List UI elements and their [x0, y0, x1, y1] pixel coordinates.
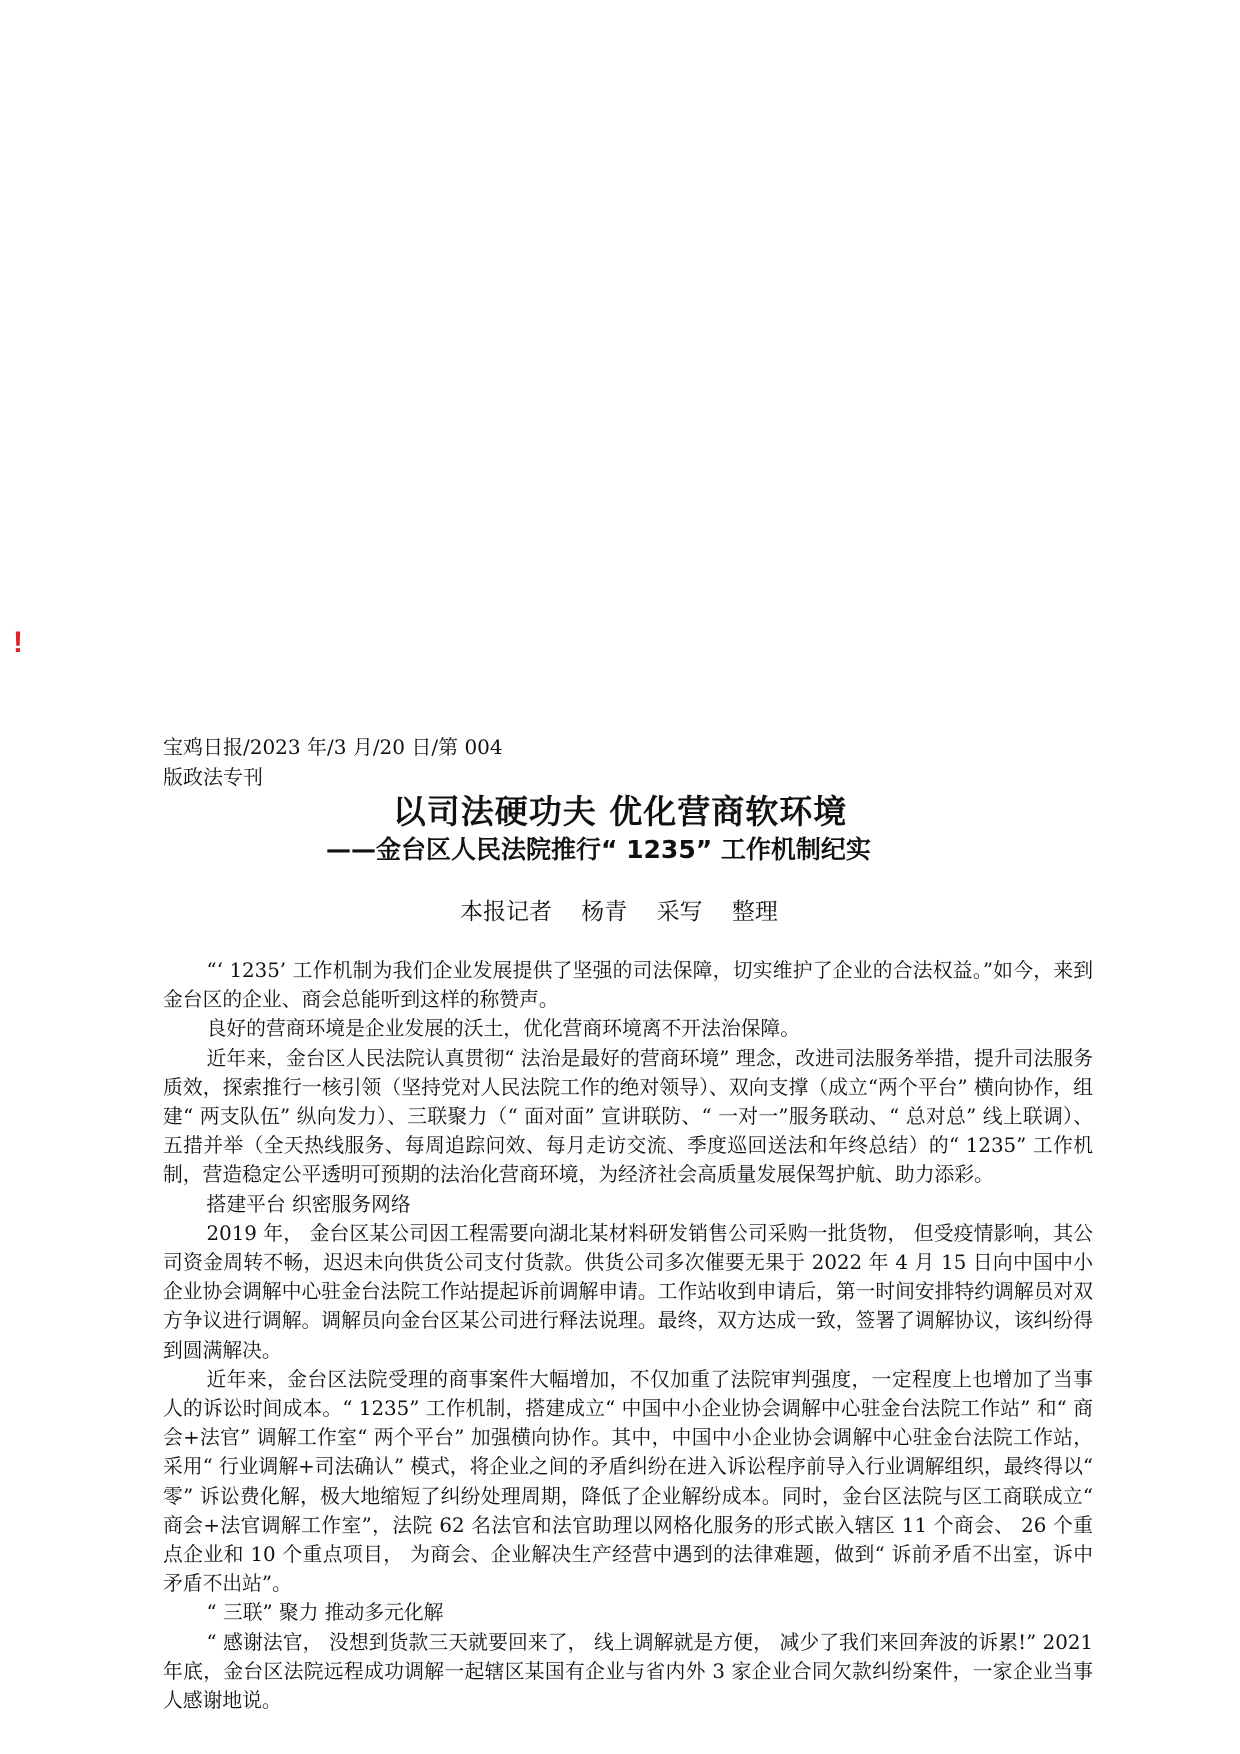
section-heading: 搭建平台 织密服务网络	[206, 1192, 411, 1216]
paragraph: 2019 年， 金台区某公司因工程需要向湖北某材料研发销售公司采购一批货物， 但受疫情影响，其公司资金周转不畅，迟迟未向供货公司支付货款。供货公司多次催要无果于 2022 年 4 月 15 日向中国中小企业协会调解中心驻金台法院工作站提起诉前调解申请。工作站收到申请后，第一时间安排特约调解员对双方争议进行调解。调解员向金台区某公司进行释法说理。最终，双方达成一致，签署了调解协议，该纠纷得到圆满解决。	[163, 1221, 1093, 1362]
source-line-2: 版政法专刊	[163, 765, 263, 789]
source-line	[163, 732, 583, 792]
paragraph: “‘ 1235’ 工作机制为我们企业发展提供了坚强的司法保障，切实维护了企业的合法权益。”如今，来到金台区的企业、商会总能听到这样的称赞声。	[163, 959, 1093, 1012]
source-line-1: 宝鸡日报/2023 年/3 月/20 日/第 004	[163, 735, 503, 759]
section-heading: “ 三联” 聚力 推动多元化解	[206, 1601, 444, 1625]
paragraph: 近年来，金台区人民法院认真贯彻“ 法治是最好的营商环境” 理念，改进司法服务举措，提升司法服务质效，探索推行一核引领（坚持党对人民法院工作的绝对领导）、双向支撑（成立“两个平台” 横向协作，组建“ 两支队伍” 纵向发力）、三联聚力（“ 面对面” 宣讲联防、“ 一对一”服务联动、“ 总对总” 线上联调）、五措并举（全天热线服务、每周追踪问效、每月走访交流、季度巡回送法和年终总结）的“ 1235” 工作机制，营造稳定公平透明可预期的法治化营商环境，为经济社会高质量发展保驾护航、助力添彩。	[163, 1046, 1093, 1187]
article-subtitle: ——金台区人民法院推行“ 1235” 工作机制纪实	[326, 835, 871, 864]
red-exclamation-mark: !	[13, 626, 23, 659]
article-body	[163, 956, 1093, 1715]
paragraph: 近年来，金台区法院受理的商事案件大幅增加，不仅加重了法院审判强度，一定程度上也增加了当事人的诉讼时间成本。“ 1235” 工作机制，搭建成立“ 中国中小企业协会调解中心驻金台法院工作站” 和“ 商会+法官” 调解工作室“ 两个平台” 加强横向协作。其中，中国中小企业协会调解中心驻金台法院工作站，采用“ 行业调解+司法确认” 模式，将企业之间的矛盾纠纷在进入诉讼程序前导入行业调解组织，最终得以“ 零” 诉讼费化解，极大地缩短了纠纷处理周期，降低了企业解纷成本。同时，金台区法院与区工商联成立“ 商会+法官调解工作室”，法院 62 名法官和法官助理以网格化服务的形式嵌入辖区 11 个商会、 26 个重点企业和 10 个重点项目， 为商会、企业解决生产经营中遇到的法律难题，做到“ 诉前矛盾不出室，诉中矛盾不出站”。	[163, 1367, 1093, 1596]
paragraph: “ 感谢法官， 没想到货款三天就要回来了， 线上调解就是方便， 减少了我们来回奔波的诉累!” 2021 年底，金台区法院远程成功调解一起辖区某国有企业与省内外 3 家企业合同欠款纠纷案件，一家企业当事人感谢地说。	[163, 1630, 1093, 1713]
article-title: 以司法硬功夫 优化营商软环境	[392, 792, 848, 831]
byline: 本报记者 杨青 采写 整理	[460, 899, 778, 925]
paragraph: 良好的营商环境是企业发展的沃土，优化营商环境离不开法治保障。	[206, 1017, 800, 1041]
